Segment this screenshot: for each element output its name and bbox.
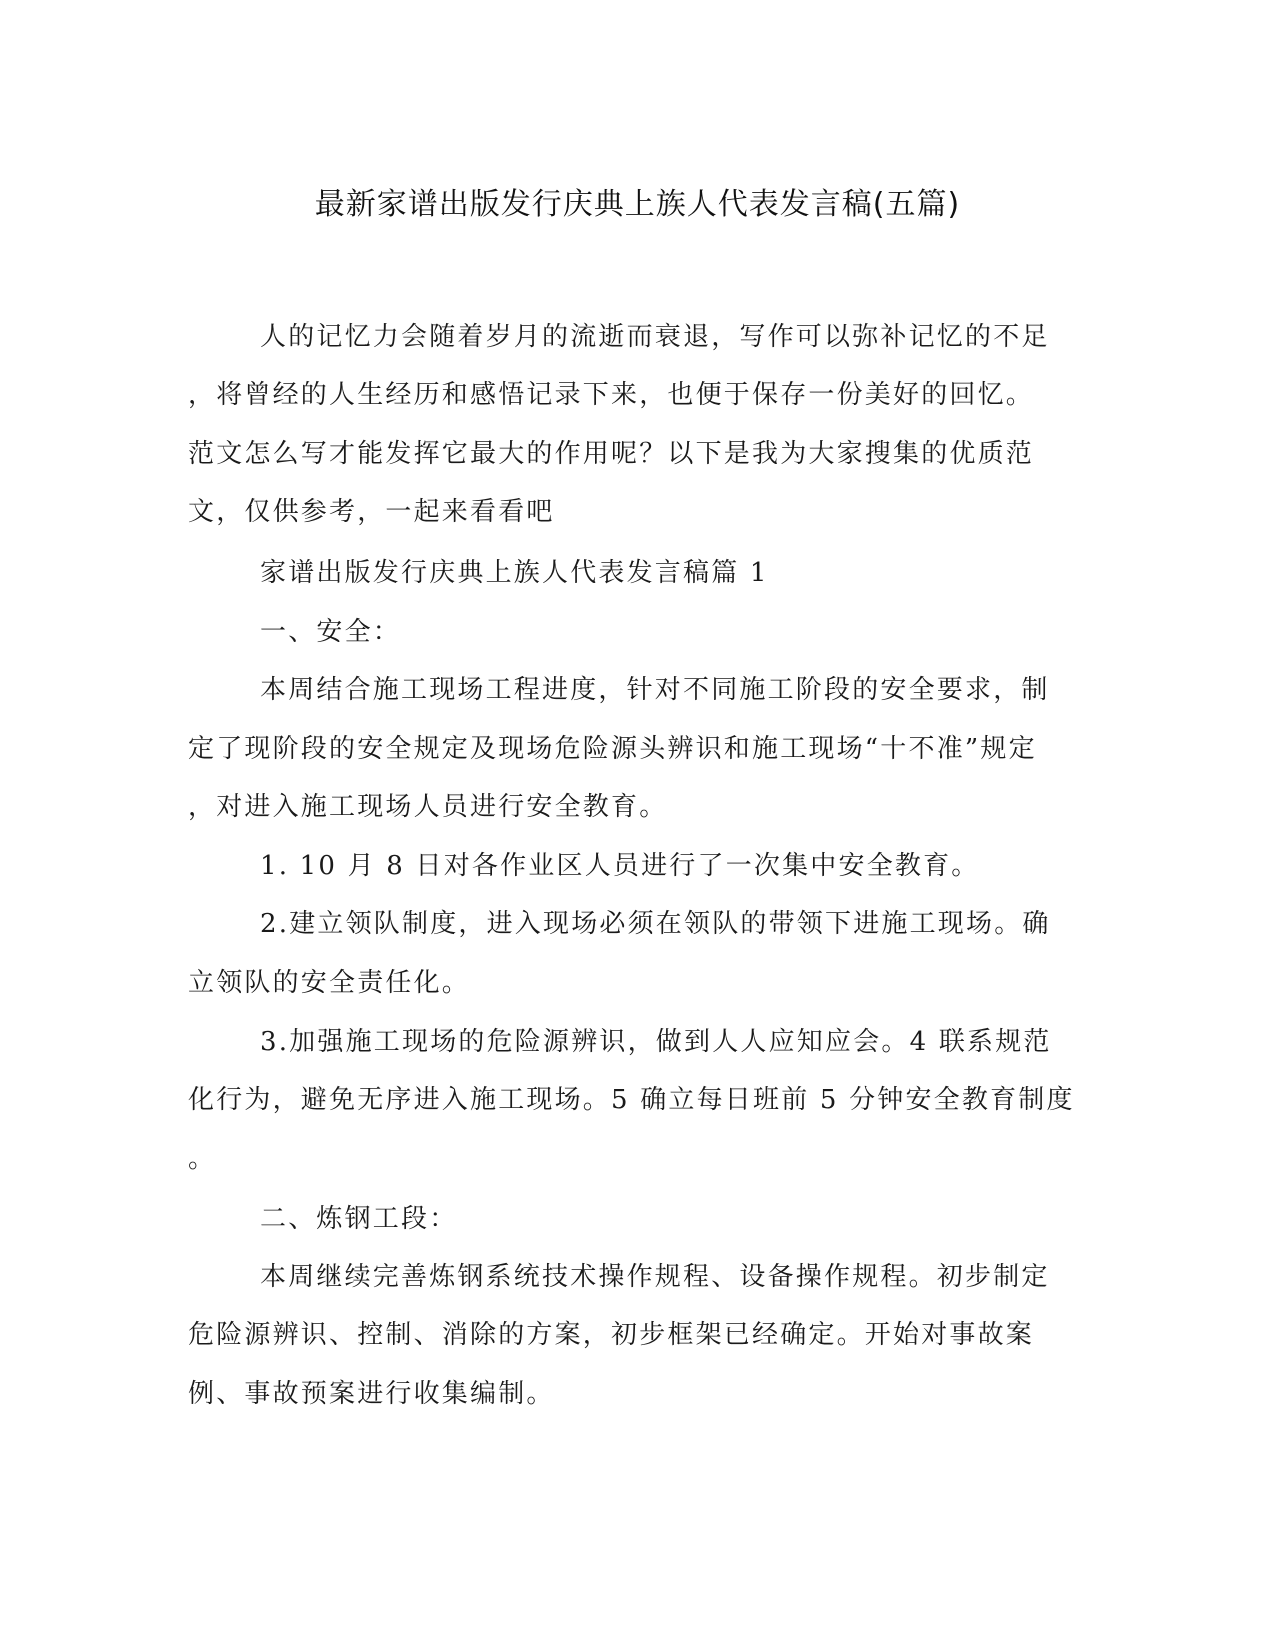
paragraph-line: 例、事故预案进行收集编制。: [188, 1379, 555, 1409]
paragraph-line: 人的记忆力会随着岁月的流逝而衰退，写作可以弥补记忆的不足: [260, 322, 1050, 352]
section-heading: 二、炼钢工段：: [260, 1204, 458, 1234]
section-heading: 一、安全：: [260, 617, 402, 647]
paragraph-line: 化行为，避免无序进入施工现场。5 确立每日班前 5 分钟安全教育制度: [188, 1085, 1075, 1115]
paragraph-line: ，对进入施工现场人员进行安全教育。: [188, 792, 668, 822]
paragraph-line: 范文怎么写才能发挥它最大的作用呢？以下是我为大家搜集的优质范: [188, 439, 1035, 469]
paragraph-line: 。: [188, 1144, 217, 1174]
list-item: 3.加强施工现场的危险源辨识，做到人人应知应会。4 联系规范: [260, 1027, 1052, 1057]
paragraph-line: 本周结合施工现场工程进度，针对不同施工阶段的安全要求，制: [260, 675, 1050, 705]
list-item: 1. 10 月 8 日对各作业区人员进行了一次集中安全教育。: [260, 851, 980, 881]
paragraph-line: 定了现阶段的安全规定及现场危险源头辨识和施工现场“十不准”规定: [188, 734, 1037, 764]
section-heading: 家谱出版发行庆典上族人代表发言稿篇 1: [260, 558, 769, 588]
paragraph-line: ，将曾经的人生经历和感悟记录下来，也便于保存一份美好的回忆。: [188, 380, 1035, 410]
list-item: 2.建立领队制度，进入现场必须在领队的带领下进施工现场。确: [260, 909, 1051, 939]
document-title: 最新家谱出版发行庆典上族人代表发言稿(五篇): [314, 187, 961, 222]
paragraph-line: 文，仅供参考，一起来看看吧: [188, 497, 555, 527]
paragraph-line: 立领队的安全责任化。: [188, 968, 471, 998]
paragraph-line: 危险源辨识、控制、消除的方案，初步框架已经确定。开始对事故案: [188, 1320, 1035, 1350]
paragraph-line: 本周继续完善炼钢系统技术操作规程、设备操作规程。初步制定: [260, 1262, 1050, 1292]
